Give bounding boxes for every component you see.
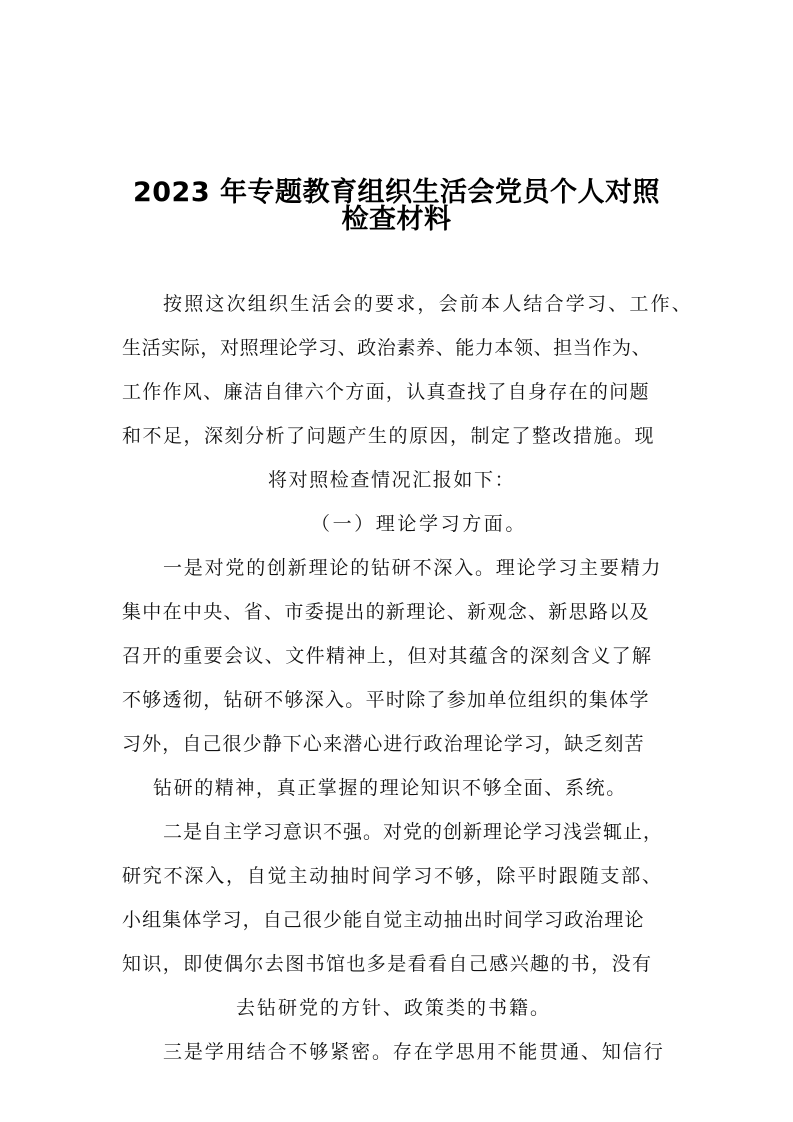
paragraph-2-line-4: 不够透彻，钻研不够深入。平时除了参加单位组织的集体学 — [122, 689, 650, 711]
paragraph-2-line-3: 召开的重要会议、文件精神上，但对其蕴含的深刻含义了解 — [122, 645, 653, 667]
document-title-line-1: 2023 年专题教育组织生活会党员个人对照 — [132, 177, 661, 208]
paragraph-2-line-2: 集中在中央、省、市委提出的新理论、新观念、新思路以及 — [122, 601, 650, 623]
paragraph-3-line-3: 小组集体学习，自己很少能自觉主动抽出时间学习政治理论 — [122, 909, 645, 931]
paragraph-1-line-3: 工作作风、廉洁自律六个方面，认真查找了自身存在的问题 — [122, 381, 650, 403]
paragraph-3-line-2: 研究不深入，自觉主动抽时间学习不够，除平时跟随支部、 — [122, 865, 663, 887]
paragraph-2-line-5: 习外，自己很少静下心来潜心进行政治理论学习，缺乏刻苦 — [122, 733, 645, 755]
paragraph-1-line-4: 和不足，深刻分析了问题产生的原因，制定了整改措施。现 — [122, 425, 656, 447]
paragraph-2-line-1: 一是对党的创新理论的钻研不深入。理论学习主要精力 — [163, 557, 663, 579]
paragraph-1-line-2: 生活实际，对照理论学习、政治素养、能力本领、担当作为、 — [122, 337, 652, 359]
section-heading-theory-study: （一）理论学习方面。 — [311, 513, 528, 535]
document-title-line-2: 检查材料 — [341, 204, 452, 235]
paragraph-2-line-6: 钻研的精神，真正掌握的理论知识不够全面、系统。 — [153, 777, 627, 799]
paragraph-4-line-1: 三是学用结合不够紧密。存在学思用不能贯通、知信行 — [163, 1041, 665, 1063]
paragraph-3-line-1: 二是自主学习意识不强。对党的创新理论学习浅尝辄止， — [163, 821, 664, 843]
paragraph-3-line-5: 去钻研党的方针、政策类的书籍。 — [236, 997, 552, 1019]
paragraph-3-line-4: 知识，即使偶尔去图书馆也多是看看自己感兴趣的书，没有 — [122, 953, 653, 975]
paragraph-1-line-5: 将对照检查情况汇报如下： — [268, 469, 516, 491]
paragraph-1-line-1: 按照这次组织生活会的要求，会前本人结合学习、工作、 — [163, 293, 694, 315]
